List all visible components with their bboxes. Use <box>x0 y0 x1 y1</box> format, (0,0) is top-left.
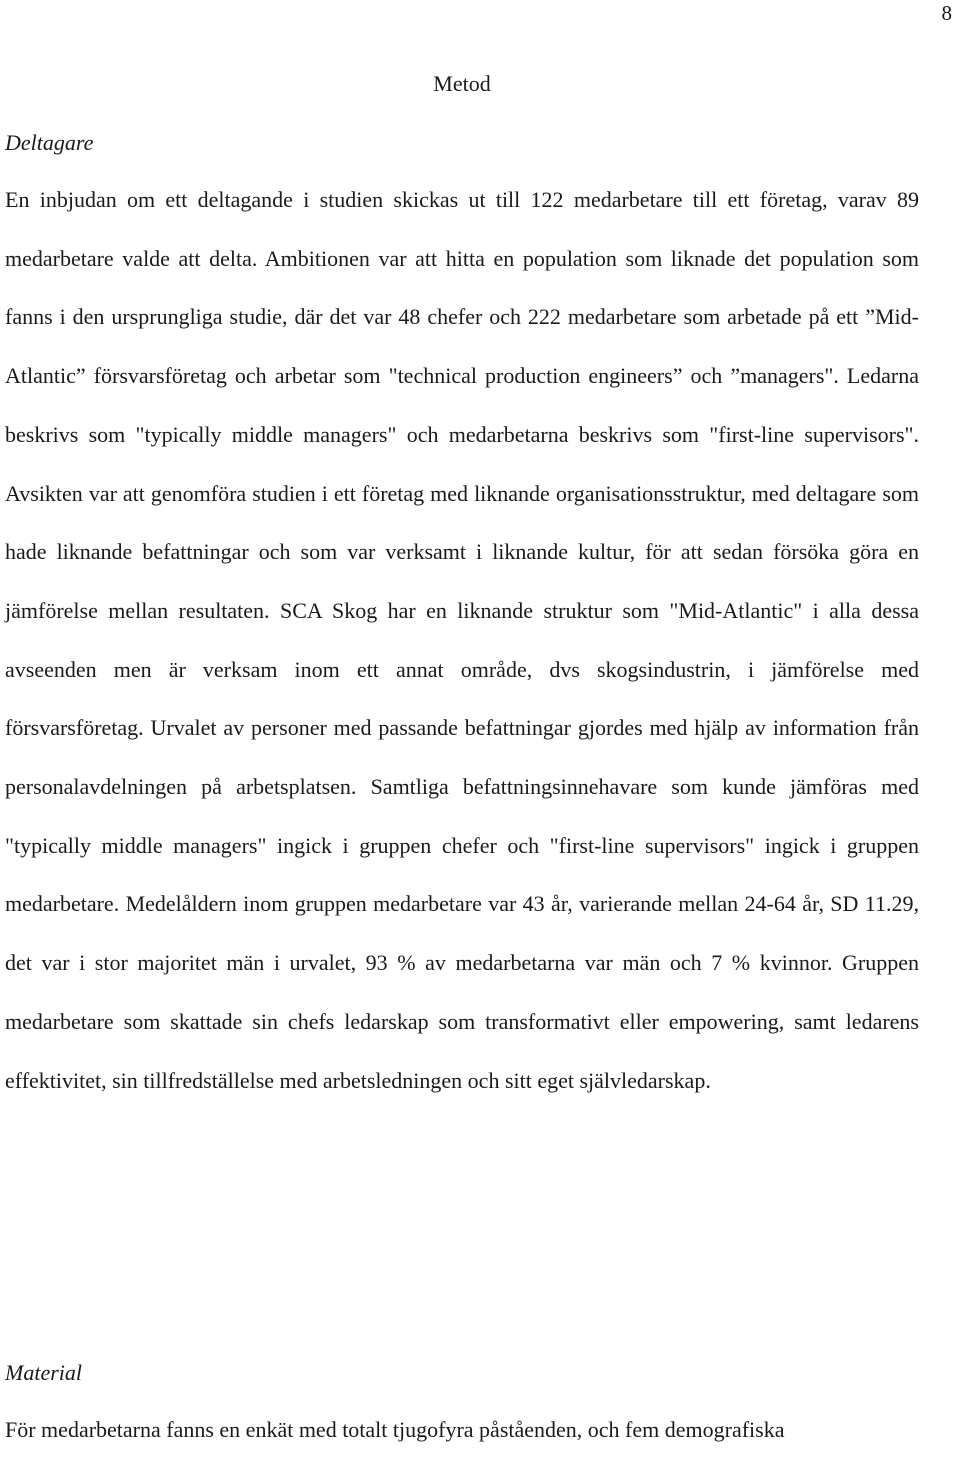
subheading-participants: Deltagare <box>5 130 94 155</box>
paragraph-material: För medarbetarna fanns en enkät med totalt tjugofyra påståenden, och fem demografiska <box>5 1417 785 1442</box>
page-number: 8 <box>941 1 952 25</box>
subheading-material: Material <box>5 1360 82 1385</box>
paragraph-participants: En inbjudan om ett deltagande i studien skickas ut till 122 medarbetare till ett företag, varav 89 medarbetare valde att delta. Ambitionen var att hitta en population som liknade det population som fanns i den ursprungliga studie, där det var 48 chefer och 222 medarbetare som arbetade på ett ”Mid-Atlantic” försvarsföretag och arbetar som "technical production engineers” och ”managers". Ledarna beskrivs som "typically middle managers" och medarbetarna beskrivs som "first-line supervisors". Avsikten var att genomföra studien i ett företag med liknande organisationsstruktur, med deltagare som hade liknande befattningar och som var verksamt i liknande kultur, för att sedan försöka göra en jämförelse mellan resultaten. SCA Skog har en liknande struktur som "Mid-Atlantic" i alla dessa avseenden men är verksam inom ett annat område, dvs skogsindustrin, i jämförelse med försvarsföretag. Urvalet av personer med passande befattningar gjordes med hjälp av information från personalavdelningen på arbetsplatsen. Samtliga befattningsinnehavare som kunde jämföras med "typically middle managers" ingick i gruppen chefer och "first-line supervisors" ingick i gruppen medarbetare. Medelåldern inom gruppen medarbetare var 43 år, varierande mellan 24-64 år, SD 11.29, det var i stor majoritet män i urvalet, 93 % av medarbetarna var män och 7 % kvinnor. Gruppen medarbetare som skattade sin chefs ledarskap som transformativt eller empowering, samt ledarens effektivitet, sin tillfredställelse med arbetsledningen och sitt eget självledarskap. <box>5 187 919 1093</box>
section-title: Metod <box>433 71 491 96</box>
